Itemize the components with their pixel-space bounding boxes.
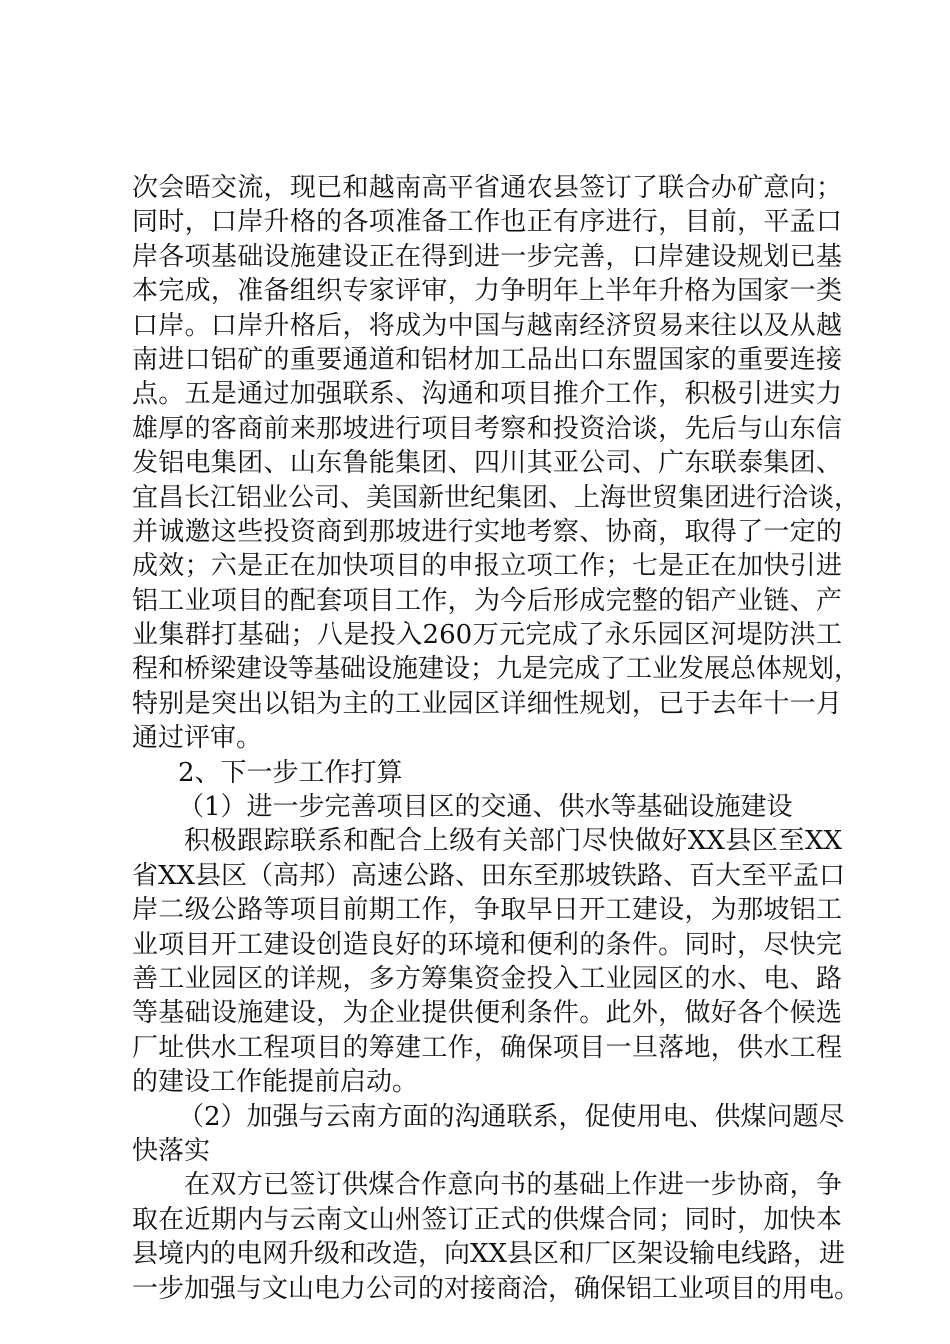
paragraph-line: 发铝电集团、山东鲁能集团、四川其亚公司、广东联泰集团、 bbox=[132, 448, 842, 479]
paragraph-line: 程和桥梁建设等基础设施建设；九是完成了工业发展总体规划， bbox=[132, 654, 861, 685]
paragraph-line: 等基础设施建设，为企业提供便利条件。此外，做好各个候选 bbox=[132, 998, 842, 1029]
document-body bbox=[132, 171, 861, 1306]
paragraph-line: 业集群打基础；八是投入260万元完成了永乐园区河堤防洪工 bbox=[132, 620, 842, 651]
subsection-heading: （2）加强与云南方面的沟通联系，促使用电、供煤问题尽 bbox=[178, 1101, 845, 1132]
paragraph-line: 宜昌长江铝业公司、美国新世纪集团、上海世贸集团进行洽谈， bbox=[132, 482, 861, 513]
paragraph-line: 并诚邀这些投资商到那坡进行实地考察、协商，取得了一定的 bbox=[132, 516, 842, 547]
paragraph-line: 岸各项基础设施建设正在得到进一步完善，口岸建设规划已基 bbox=[132, 241, 842, 272]
paragraph-line: 省XX县区（高邦）高速公路、田东至那坡铁路、百大至平孟口 bbox=[132, 860, 846, 891]
paragraph-line: 岸二级公路等项目前期工作，争取早日开工建设，为那坡铝工 bbox=[132, 895, 842, 926]
paragraph-line: 同时，口岸升格的各项准备工作也正有序进行，目前，平孟口 bbox=[132, 207, 842, 238]
paragraph-line: 通过评审。 bbox=[132, 723, 263, 754]
paragraph-line: 积极跟踪联系和配合上级有关部门尽快做好XX县区至XX bbox=[184, 826, 842, 857]
paragraph-line: 雄厚的客商前来那坡进行项目考察和投资洽谈，先后与山东信 bbox=[132, 413, 842, 444]
paragraph-line: 本完成，准备组织专家评审，力争明年上半年升格为国家一类 bbox=[132, 276, 842, 307]
paragraph-line: 善工业园区的详规，多方筹集资金投入工业园区的水、电、路 bbox=[132, 963, 842, 994]
paragraph-line: 在双方已签订供煤合作意向书的基础上作进一步协商，争 bbox=[184, 1170, 842, 1201]
paragraph-line: 的建设工作能提前启动。 bbox=[132, 1067, 419, 1098]
section-heading: 2、下一步工作打算 bbox=[178, 757, 403, 788]
subsection-heading: （1）进一步完善项目区的交通、供水等基础设施建设 bbox=[178, 792, 793, 823]
paragraph-line: 县境内的电网升级和改造，向XX县区和厂区架设输电线路，进 bbox=[132, 1239, 846, 1270]
paragraph-line: 次会晤交流，现已和越南高平省通农县签订了联合办矿意向； bbox=[132, 173, 842, 203]
paragraph-line: 点。五是通过加强联系、沟通和项目推介工作，积极引进实力 bbox=[132, 379, 842, 410]
paragraph-line: 成效；六是正在加快项目的申报立项工作；七是正在加快引进 bbox=[132, 551, 842, 582]
paragraph-line: 厂址供水工程项目的筹建工作，确保项目一旦落地，供水工程 bbox=[132, 1032, 842, 1063]
subsection-heading: 快落实 bbox=[132, 1135, 211, 1166]
paragraph-line: 铝工业项目的配套项目工作，为今后形成完整的铝产业链、产 bbox=[132, 585, 842, 616]
paragraph-line: 口岸。口岸升格后，将成为中国与越南经济贸易来往以及从越 bbox=[132, 310, 842, 341]
paragraph-line: 南进口铝矿的重要通道和铝材加工品出口东盟国家的重要连接 bbox=[132, 344, 842, 375]
paragraph-line: 一步加强与文山电力公司的对接商洽，确保铝工业项目的用电。 bbox=[132, 1273, 861, 1304]
paragraph-line: 特别是突出以铝为主的工业园区详细性规划，已于去年十一月 bbox=[132, 688, 842, 719]
paragraph-line: 业项目开工建设创造良好的环境和便利的条件。同时，尽快完 bbox=[132, 929, 842, 960]
paragraph-line: 取在近期内与云南文山州签订正式的供煤合同；同时，加快本 bbox=[132, 1204, 842, 1235]
